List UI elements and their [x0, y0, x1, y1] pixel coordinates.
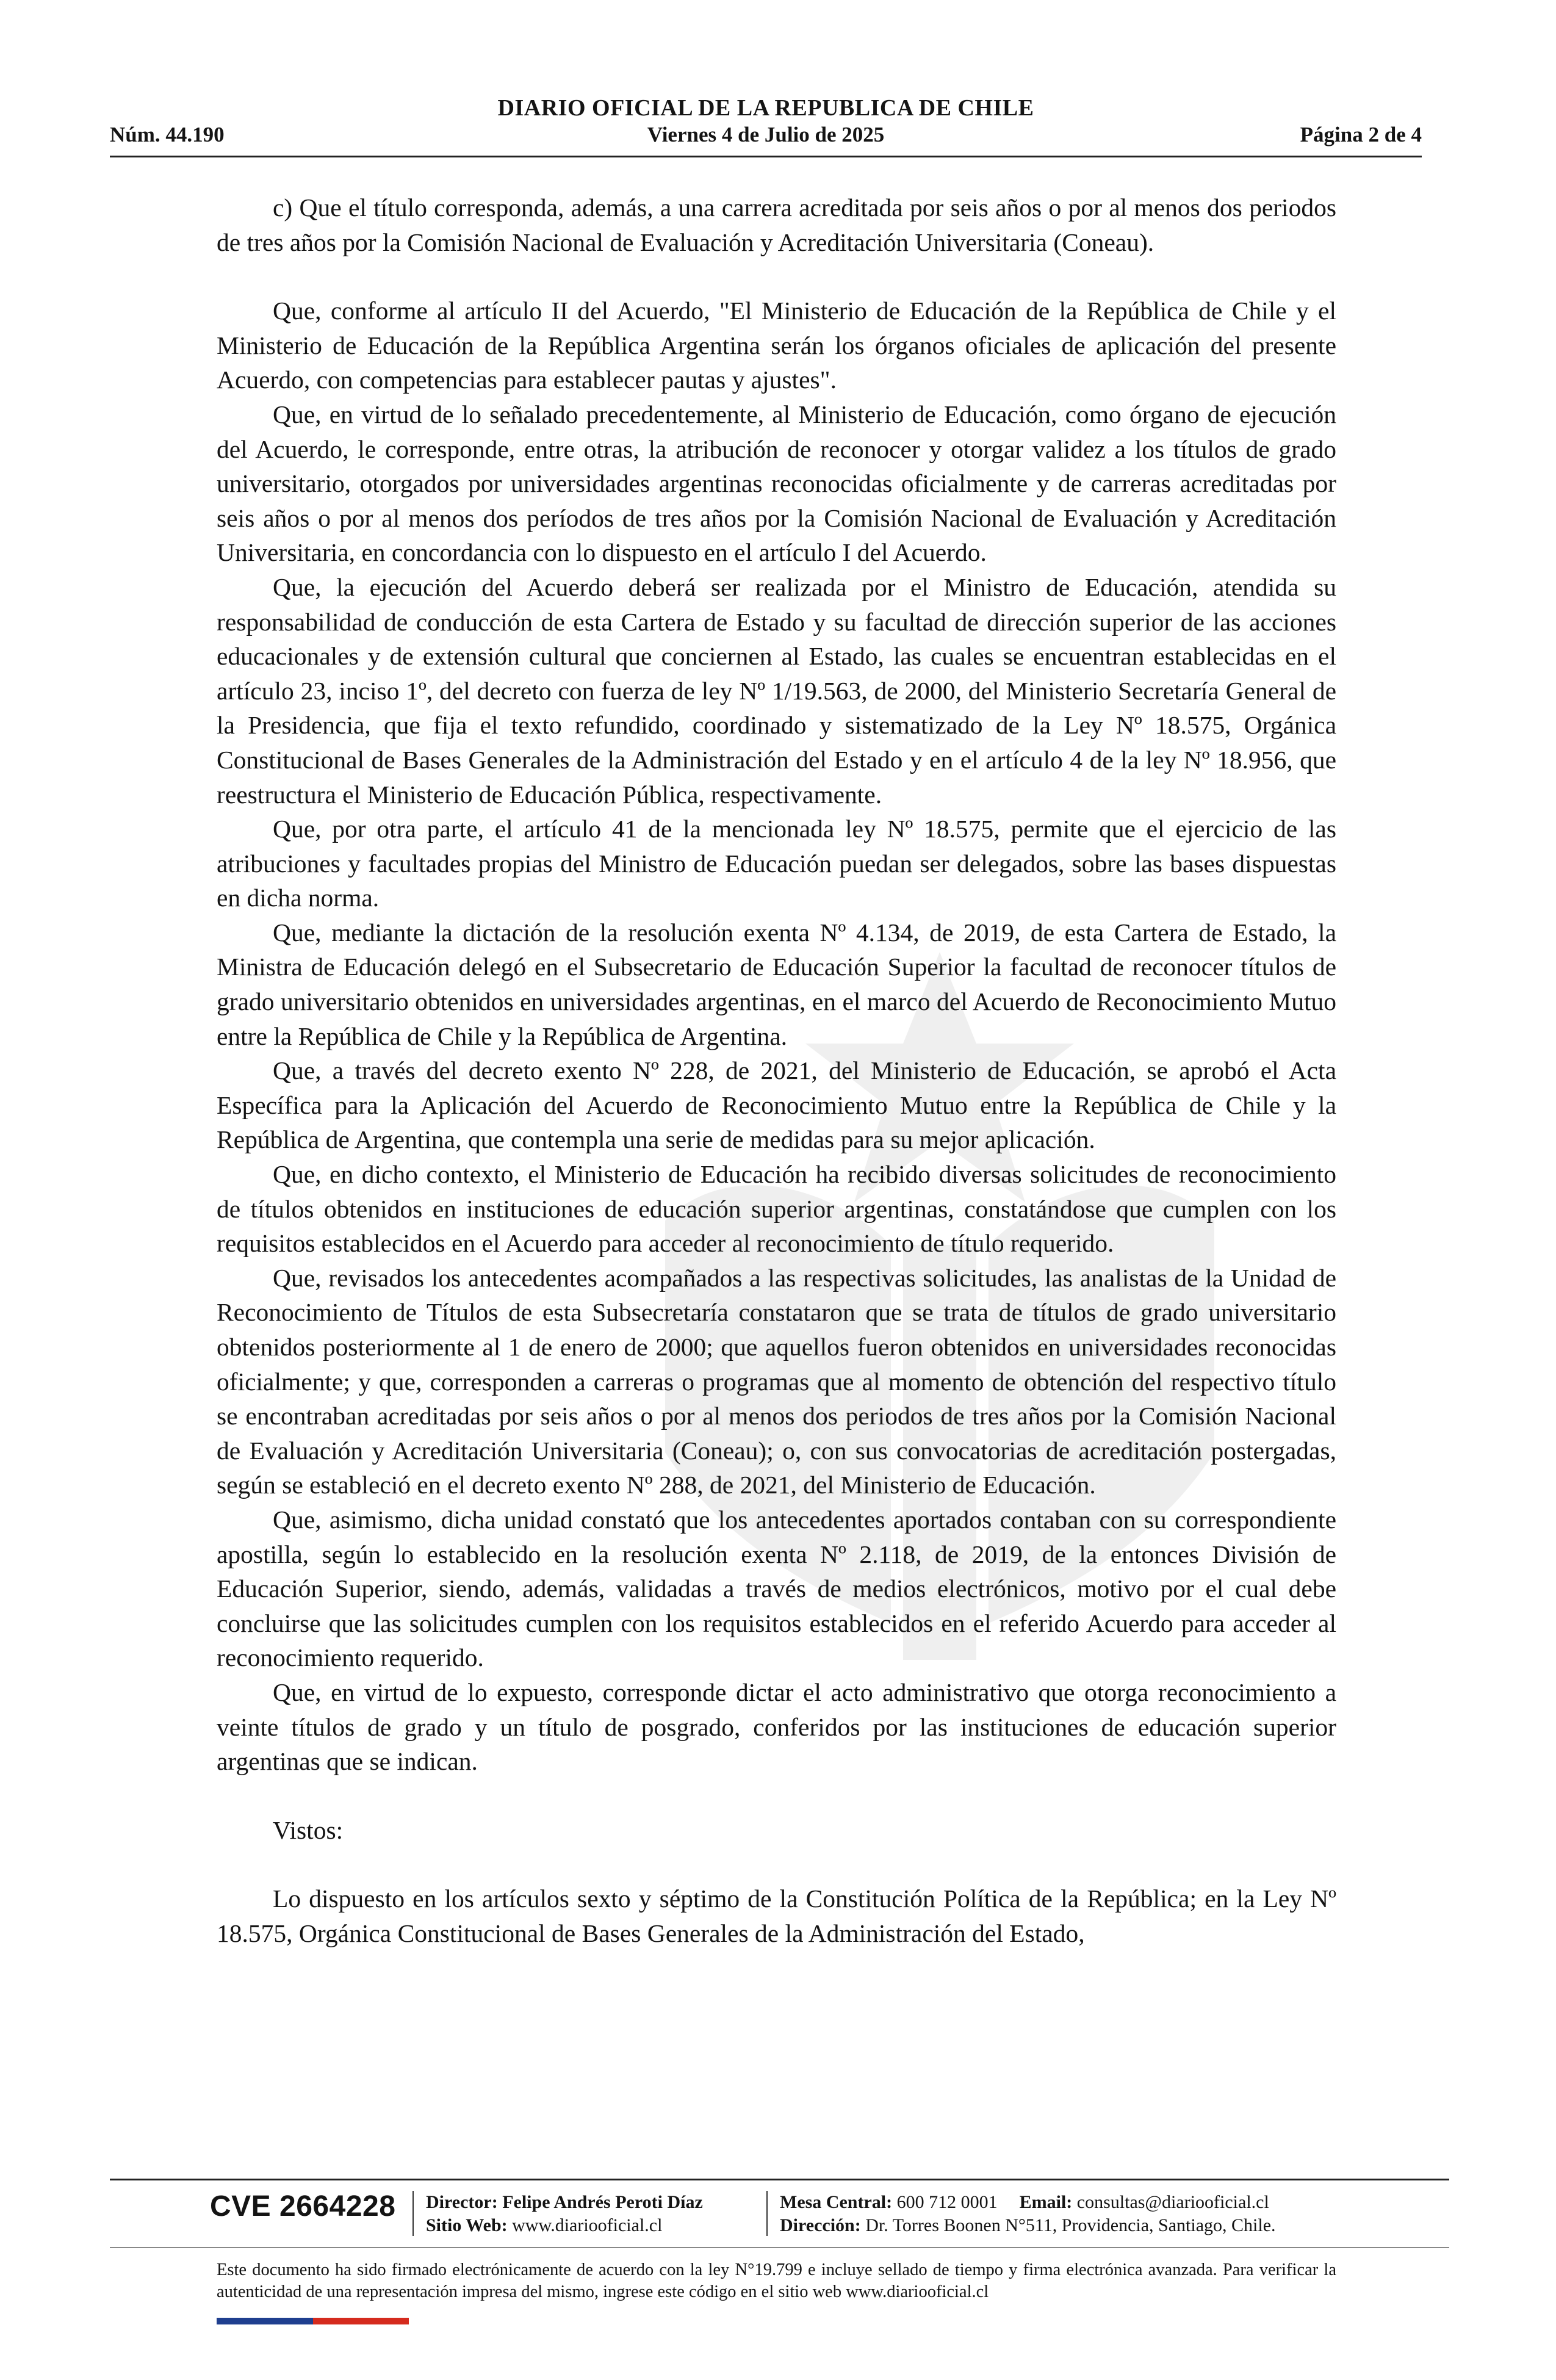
director-label: Director: [426, 2192, 498, 2212]
paragraph: Lo dispuesto en los artículos sexto y séptimo de la Constitución Política de la República; en la Ley Nº 18.575, Orgánica Constitucional de Bases Generales de la Administración del Estado, [217, 1884, 1336, 1947]
paragraph: Que, en virtud de lo señalado precedentemente, al Ministerio de Educación, como órgano de ejecución del Acuerdo, le corresponde, entre otras, la atribución de reconocer y otorgar validez a los títulos de grado universitario, otorgados por universidades argentinas reconocidas oficialmente y de carreras acreditadas por seis años o por al menos dos períodos de tres años por la Comisión Nacional de Evaluación y Acreditación Universitaria, en concordancia con lo dispuesto en el artículo I del Acuerdo. [217, 400, 1336, 567]
paragraph: Que, a través del decreto exento Nº 228, de 2021, del Ministerio de Educación, se aprobó el Acta Específica para la Aplicación del Acuerdo de Reconocimiento Mutuo entre la República de Chile y la República de Argentina, que contempla una serie de medidas para su mejor aplicación. [217, 1056, 1336, 1154]
flag-blue-segment [217, 2318, 313, 2324]
newspaper-title: DIARIO OFICIAL DE LA REPUBLICA DE CHILE [497, 95, 1034, 121]
flag-stripe [217, 2318, 409, 2324]
issue-number: Núm. 44.190 [110, 123, 225, 146]
paragraph: Que, por otra parte, el artículo 41 de la mencionada ley Nº 18.575, permite que el ejercicio de las atribuciones y facultades propias del Ministro de Educación puedan ser delegados, sobre las bases dispuestas en dicha norma. [217, 815, 1336, 912]
footer-separator [412, 2191, 414, 2236]
mesa-central-phone: 600 712 0001 [896, 2192, 998, 2212]
section-heading-vistos: Vistos: [273, 1816, 344, 1844]
issue-date: Viernes 4 de Julio de 2025 [647, 123, 885, 146]
email-label: Email: [1019, 2192, 1073, 2212]
email-link[interactable]: consultas@diariooficial.cl [1076, 2192, 1269, 2212]
website-link[interactable]: www.diariooficial.cl [512, 2215, 663, 2235]
mesa-central-label: Mesa Central: [780, 2192, 893, 2212]
paragraph: Que, mediante la dictación de la resolución exenta Nº 4.134, de 2019, de esta Cartera de Estado, la Ministra de Educación delegó en el Subsecretario de Educación Superior la facultad de reconocer títulos de grado universitario obtenidos en universidades argentinas, en el marco del Acuerdo de Reconocimiento Mutuo entre la República de Chile y la República de Argentina. [217, 918, 1336, 1050]
address-label: Dirección: [780, 2215, 861, 2235]
page-indicator: Página 2 de 4 [1300, 123, 1422, 146]
cve-code: CVE 2664228 [210, 2190, 396, 2223]
footer-director-block [426, 2191, 703, 2237]
paragraph: Que, revisados los antecedentes acompañados a las respectivas solicitudes, las analistas de la Unidad de Reconocimiento de Títulos de esta Subsecretaría constataron que se trata de títulos de grado universitario obtenidos posteriormente al 1 de enero de 2000; que aquellos fueron obtenidos en universidades reconocidas oficialmente; y que, corresponden a carreras o programas que al momento de obtención del respectivo título se encontraban acreditadas por seis años o por al menos dos periodos de tres años por la Comisión Nacional de Evaluación y Acreditación Universitaria (Coneau); o, con sus convocatorias de acreditación postergadas, según se estableció en el decreto exento Nº 288, de 2021, del Ministerio de Educación. [217, 1263, 1336, 1499]
footer-note-divider [110, 2247, 1449, 2248]
paragraph: Que, en virtud de lo expuesto, corresponde dictar el acto administrativo que otorga reconocimiento a veinte títulos de grado y un título de posgrado, conferidos por las instituciones de educación superior argentinas que se indican. [217, 1678, 1336, 1776]
paragraph: Que, conforme al artículo II del Acuerdo, "El Ministerio de Educación de la República de Chile y el Ministerio de Educación de la República Argentina serán los órganos oficiales de aplicación del presente Acuerdo, con competencias para establecer pautas y ajustes". [217, 297, 1336, 394]
footer-contact-block [780, 2191, 1276, 2237]
flag-red-segment [313, 2318, 409, 2324]
paragraph: c) Que el título corresponda, además, a una carrera acreditada por seis años o por al menos dos periodos de tres años por la Comisión Nacional de Evaluación y Acreditación Universitaria (Coneau). [217, 193, 1336, 256]
header-divider [110, 156, 1422, 157]
website-label: Sitio Web: [426, 2215, 508, 2235]
signature-notice: Este documento ha sido firmado electrónicamente de acuerdo con la ley N°19.799 e incluye sellado de tiempo y firma electrónica avanzada. Para verificar la autenticidad de una representación impresa del mismo, ingrese este código en el sitio web www.diariooficial.cl [217, 2260, 1336, 2301]
page-header [110, 95, 1422, 156]
document-body [217, 190, 1336, 1951]
director-name: Felipe Andrés Peroti Díaz [502, 2192, 703, 2212]
footer-divider [110, 2179, 1449, 2180]
paragraph: Que, en dicho contexto, el Ministerio de Educación ha recibido diversas solicitudes de reconocimiento de títulos obtenidos en instituciones de educación superior argentinas, constatándose que cumplen con los requisitos establecidos en el Acuerdo para acceder al reconocimiento de título requerido. [217, 1160, 1336, 1258]
footer-separator [766, 2191, 768, 2236]
paragraph: Que, la ejecución del Acuerdo deberá ser realizada por el Ministro de Educación, atendida su responsabilidad de conducción de esta Cartera de Estado y su facultad de dirección superior de las acciones educacionales y de extensión cultural que conciernen al Estado, las cuales se encuentran establecidas en el artículo 23, inciso 1º, del decreto con fuerza de ley Nº 1/19.563, de 2000, del Ministerio Secretaría General de la Presidencia, que fija el texto refundido, coordinado y sistematizado de la Ley Nº 18.575, Orgánica Constitucional de Bases Generales de la Administración del Estado y en el artículo 4 de la ley Nº 18.956, que reestructura el Ministerio de Educación Pública, respectivamente. [217, 572, 1336, 809]
address-value: Dr. Torres Boonen N°511, Providencia, Santiago, Chile. [865, 2215, 1276, 2235]
paragraph: Que, asimismo, dicha unidad constató que los antecedentes aportados contaban con su correspondiente apostilla, según lo establecido en la resolución exenta Nº 2.118, de 2019, de la entonces División de Educación Superior, siendo, además, validadas a través de medios electrónicos, motivo por el cual debe concluirse que las solicitudes cumplen con los requisitos establecidos en el referido Acuerdo para acceder al reconocimiento requerido. [217, 1505, 1336, 1672]
